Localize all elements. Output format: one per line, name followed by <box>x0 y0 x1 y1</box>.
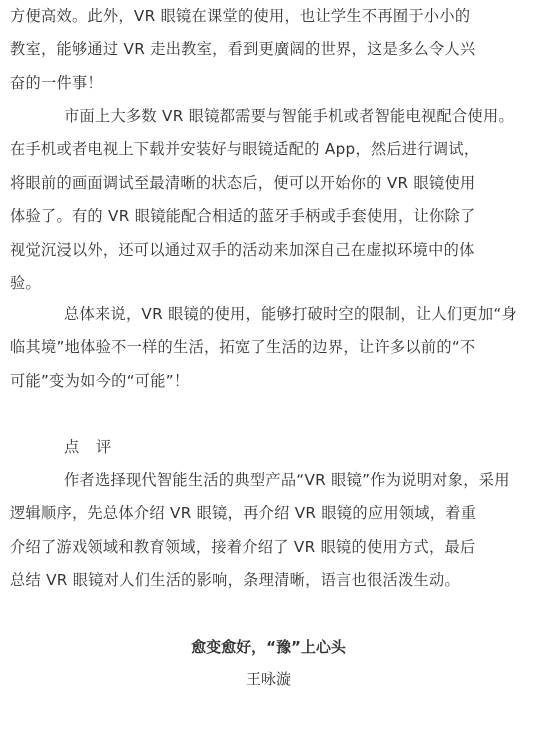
text-line: 方便高效。此外，VR 眼镜在课堂的使用，也让学生不再囿于小小的 <box>10 7 471 25</box>
paragraph-vr-classroom <box>0 0 537 100</box>
text-line: 视觉沉浸以外，还可以通过双手的活动来加深自己在虚拟环境中的体 <box>10 240 475 259</box>
paragraph-vr-usage <box>0 100 537 300</box>
text-line: 临其境”地体验不一样的生活，拓宽了生活的边界，让许多以前的“不 <box>10 338 476 357</box>
text-line: 体验了。有的 VR 眼镜能配合相适的蓝牙手柄或手套使用，让你除了 <box>10 207 476 226</box>
text-line: 作者选择现代智能生活的典型产品“VR 眼镜”作为说明对象，采用 <box>64 471 510 489</box>
paragraph-comment <box>0 464 537 598</box>
comment-heading: 点 评 <box>64 438 118 456</box>
text-line: 介绍了游戏领域和教育领域，接着介绍了 VR 眼镜的使用方式，最后 <box>10 537 476 556</box>
text-line: 总结 VR 眼镜对人们生活的影响，条理清晰，语言也很活泼生动。 <box>10 571 460 590</box>
next-article-author: 王咏漩 <box>245 670 291 688</box>
text-line: 在手机或者电视上下载并安装好与眼镜适配的 App，然后进行调试， <box>10 140 480 159</box>
text-line: 验。 <box>10 273 41 292</box>
text-line: 可能”变为如今的“可能”！ <box>10 371 190 390</box>
text-line: 市面上大多数 VR 眼镜都需要与智能手机或者智能电视配合使用。 <box>64 107 514 125</box>
text-line: 教室，能够通过 VR 走出教室，看到更廣阔的世界，这是多么令人兴 <box>10 40 476 59</box>
text-line: 将眼前的画面调试至最清晰的状态后，便可以开始你的 VR 眼镜使用 <box>10 173 476 192</box>
text-line: 逻辑顺序，先总体介绍 VR 眼镜，再介绍 VR 眼镜的应用领域，着重 <box>10 504 477 523</box>
next-article-title: 愈变愈好，“豫”上心头 <box>191 638 346 656</box>
text-line: 奋的一件事！ <box>10 73 103 92</box>
text-line: 总体来说，VR 眼镜的使用，能够打破时空的限制，让人们更加“身 <box>64 305 518 323</box>
paragraph-summary <box>0 298 537 398</box>
